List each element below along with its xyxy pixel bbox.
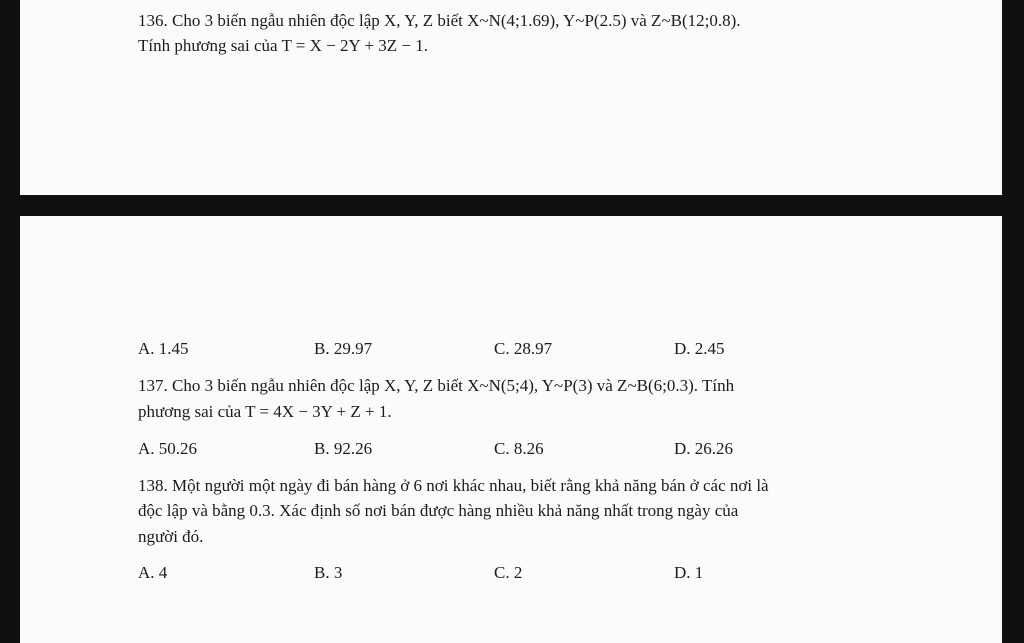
- q138-option-c: C. 2: [494, 563, 523, 582]
- question-136-line-2: Tính phương sai của T = X − 2Y + 3Z − 1.: [138, 36, 428, 55]
- q137-option-b: B. 92.26: [314, 439, 373, 458]
- q137-option-d: D. 26.26: [674, 439, 734, 458]
- q138-option-d: D. 1: [674, 563, 704, 582]
- question-137-line-1: 137. Cho 3 biến ngẫu nhiên độc lập X, Y, Z biết X~N(5;4), Y~P(3) và Z~B(6;0.3). Tính: [138, 376, 735, 395]
- question-138-line-1: 138. Một người một ngày đi bán hàng ở 6 nơi khác nhau, biết rằng khả năng bán ở các nơi là: [138, 476, 769, 495]
- q136-option-b: B. 29.97: [314, 339, 373, 358]
- paper-sheet-top: [20, 0, 1002, 195]
- question-137-line-2: phương sai của T = 4X − 3Y + Z + 1.: [138, 402, 392, 421]
- q138-option-a: A. 4: [138, 563, 168, 582]
- q137-option-c: C. 8.26: [494, 439, 544, 458]
- question-138-line-2: độc lập và bằng 0.3. Xác định số nơi bán được hàng nhiều khả năng nhất trong ngày của: [138, 501, 739, 520]
- question-138-line-3: người đó.: [138, 527, 204, 546]
- q138-option-b: B. 3: [314, 563, 343, 582]
- q137-option-a: A. 50.26: [138, 439, 198, 458]
- question-136-line-1: 136. Cho 3 biến ngẫu nhiên độc lập X, Y, Z biết X~N(4;1.69), Y~P(2.5) và Z~B(12;0.8).: [138, 11, 741, 30]
- q136-option-c: C. 28.97: [494, 339, 553, 358]
- q136-option-d: D. 2.45: [674, 339, 725, 358]
- q136-option-a: A. 1.45: [138, 339, 189, 358]
- paper-sheet-bottom: [20, 216, 1002, 643]
